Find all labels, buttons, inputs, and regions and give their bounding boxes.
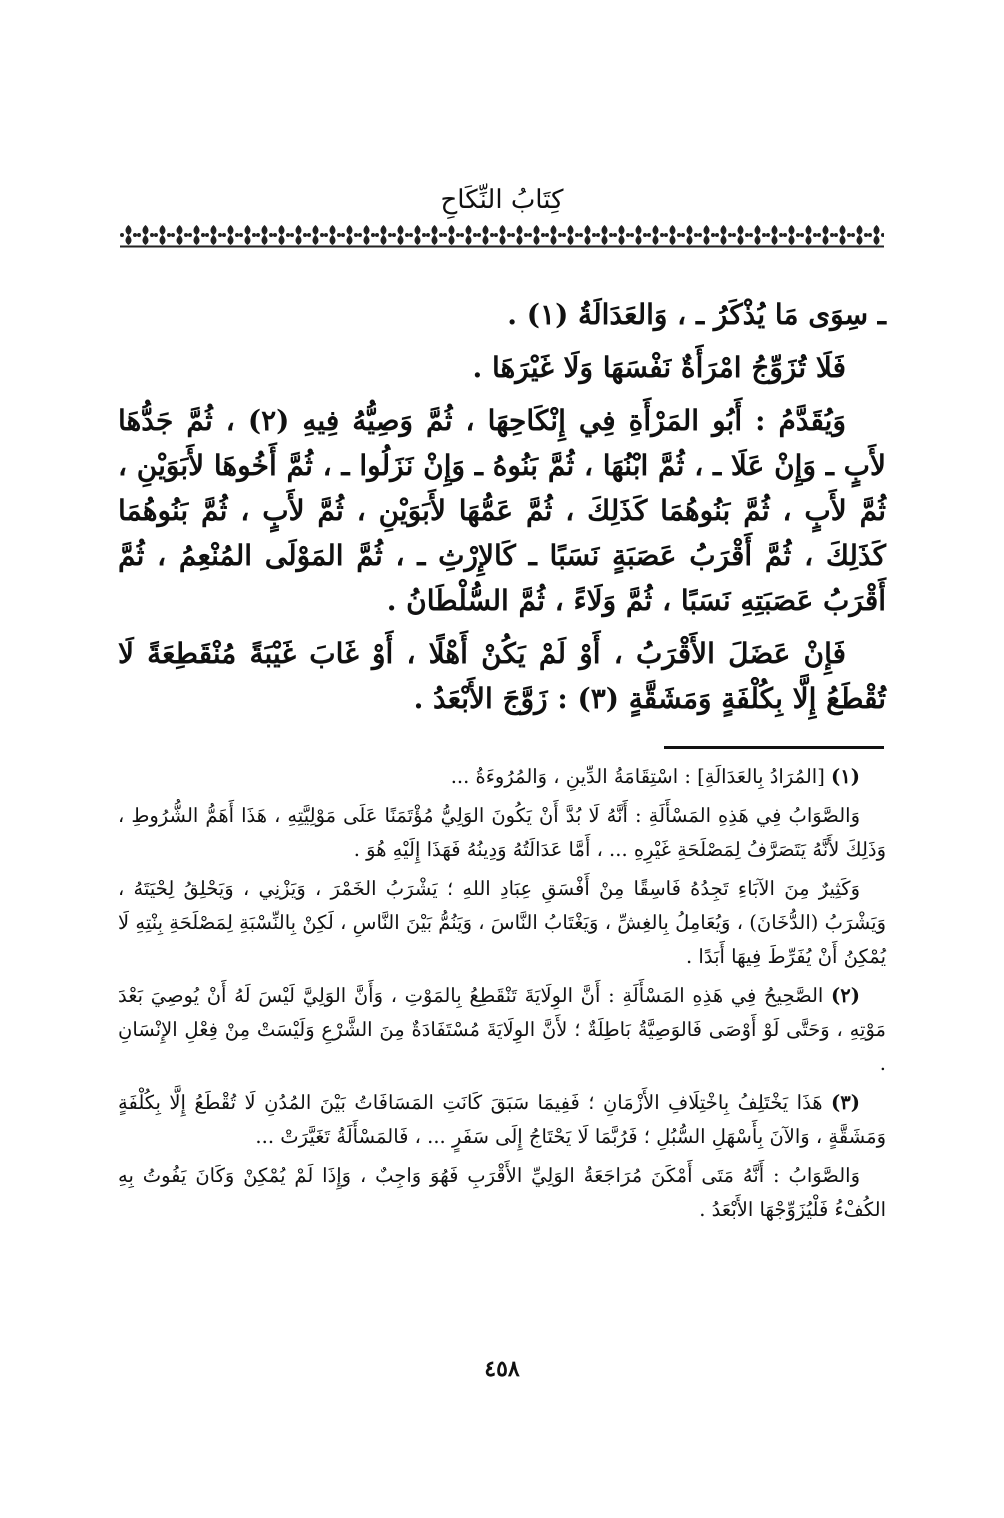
footnote-number: (١) — [831, 765, 860, 788]
footnote-2 — [118, 979, 886, 1081]
footnote-3-continued: وَالصَّوَابُ : أَنَّهُ مَتَى أَمْكَنَ مُرَاجَعَةُ الوَلِيِّ الأَقْرَبِ فَهُوَ وَاجِبٌ ، وَإِذَا لَمْ يُمْكِنْ وَكَانَ يَفُوتُ بِهِ الكُفْءُ فَلْيُزَوِّجْهَا الأَبْعَدُ . — [118, 1164, 886, 1221]
footnote-1-continued: وَكَثِيرٌ مِنَ الآبَاءِ تَجِدُهُ فَاسِقًا مِنْ أَفْسَقِ عِبَادِ اللهِ ؛ يَشْرَبُ الخَمْرَ ، وَيَزْنِي ، وَيَحْلِقُ لِحْيَتَهُ ، وَيَشْرَبُ (الدُّخَانَ) ، وَيُعَامِلُ بِالغِشِّ ، وَيَغْتَابُ النَّاسَ ، وَيَنُمُّ بَيْنَ النَّاسِ ، لَكِنْ بِالنِّسْبَةِ لِمَصْلَحَةِ بِنْتِهِ لَا يُمْكِنُ أَنْ يُفَرِّطَ فِيهَا أَبَدًا . — [118, 877, 886, 968]
footnote-number: (٢) — [831, 984, 860, 1007]
footnote-text: هَذَا يَخْتَلِفُ بِاخْتِلَافِ الأَزْمَانِ ؛ فَفِيمَا سَبَقَ كَانَتِ المَسَافَاتُ بَيْنَ المُدُنِ لَا تُقْطَعُ إِلَّا بِكُلْفَةٍ وَمَشَقَّةٍ ، وَالآنَ بِأَسْهَلِ السُّبُلِ ؛ فَرُبَّمَا لَا يَحْتَاجُ إِلَى سَفَرٍ ... ، فَالمَسْأَلَةُ تَغَيَّرَتْ ... — [118, 1091, 886, 1148]
footnote-number: (٣) — [831, 1091, 860, 1114]
footnote-text: [المُرَادُ بِالعَدَالَةِ] : اسْتِقَامَةُ الدِّينِ ، وَالمُرُوءَةُ ... — [450, 765, 825, 788]
ornament-border — [120, 222, 884, 248]
footnote-text: الصَّحِيحُ فِي هَذِهِ المَسْأَلَةِ : أَنَّ الوِلَايَةَ تَنْقَطِعُ بِالمَوْتِ ، وَأَنَّ الوَلِيَّ لَيْسَ لَهُ أَنْ يُوصِيَ بَعْدَ مَوْتِهِ ، وَحَتَّى لَوْ أَوْصَى فَالوَصِيَّةُ بَاطِلَةٌ ؛ لأَنَّ الوِلَايَةَ مُسْتَفَادَةٌ مِنَ الشَّرْعِ وَلَيْسَتْ مِنْ فِعْلِ الإِنْسَانِ . — [118, 984, 886, 1075]
page-header — [120, 183, 884, 217]
footnote-1-continued: وَالصَّوَابُ فِي هَذِهِ المَسْأَلَةِ : أَنَّهُ لَا بُدَّ أَنْ يَكُونَ الوَلِيُّ مُؤْتَمَنًا عَلَى مَوْلِيَّتِهِ ، هَذَا أَهَمُّ الشُّرُوطِ ، وَذَلِكَ لأَنَّهُ يَتَصَرَّفُ لِمَصْلَحَةِ غَيْرِهِ ... ، أَمَّا عَدَالَتُهُ وَدِينُهُ فَهَذَا إِلَيْهِ هُوَ . — [118, 804, 886, 861]
running-title: كِتَابُ النِّكَاحِ — [440, 185, 564, 215]
footnote-1 — [118, 760, 886, 794]
main-paragraph: وَيُقَدَّمُ : أَبُو المَرْأَةِ فِي إِنْكَاحِهَا ، ثُمَّ وَصِيُّهُ فِيهِ (٢) ، ثُمَّ جَدُّهَا لأَبٍ ـ وَإِنْ عَلَا ـ ، ثُمَّ ابْنُهَا ، ثُمَّ بَنُوهُ ـ وَإِنْ نَزَلُوا ـ ، ثُمَّ أَخُوهَا لأَبَوَيْنِ ، ثُمَّ لأَبٍ ، ثُمَّ بَنُوهُمَا كَذَلِكَ ، ثُمَّ عَمُّهَا لأَبَوَيْنِ ، ثُمَّ لأَبٍ ، ثُمَّ بَنُوهُمَا كَذَلِكَ ، ثُمَّ أَقْرَبُ عَصَبَةٍ نَسَبًا ـ كَالإِرْثِ ـ ، ثُمَّ المَوْلَى المُنْعِمُ ، ثُمَّ أَقْرَبُ عَصَبَتِهِ نَسَبًا ، ثُمَّ وَلَاءً ، ثُمَّ السُّلْطَانُ . — [118, 404, 886, 617]
footnote-separator — [664, 746, 884, 749]
main-paragraph: فَلَا تُزَوِّجُ امْرَأَةٌ نَفْسَهَا وَلَا غَيْرَهَا . — [472, 351, 846, 384]
main-paragraph: ـ سِوَى مَا يُذْكَرُ ـ ، وَالعَدَالَةُ (١) . — [507, 298, 886, 331]
main-paragraph: فَإِنْ عَضَلَ الأَقْرَبُ ، أَوْ لَمْ يَكُنْ أَهْلًا ، أَوْ غَابَ غَيْبَةً مُنْقَطِعَةً لَا تُقْطَعُ إِلَّا بِكُلْفَةٍ وَمَشَقَّةٍ (٣) : زَوَّجَ الأَبْعَدُ . — [118, 637, 886, 715]
main-text — [118, 292, 886, 729]
footnotes — [118, 760, 886, 1232]
page-number: ٤٥٨ — [484, 1356, 520, 1382]
footnote-3 — [118, 1086, 886, 1154]
